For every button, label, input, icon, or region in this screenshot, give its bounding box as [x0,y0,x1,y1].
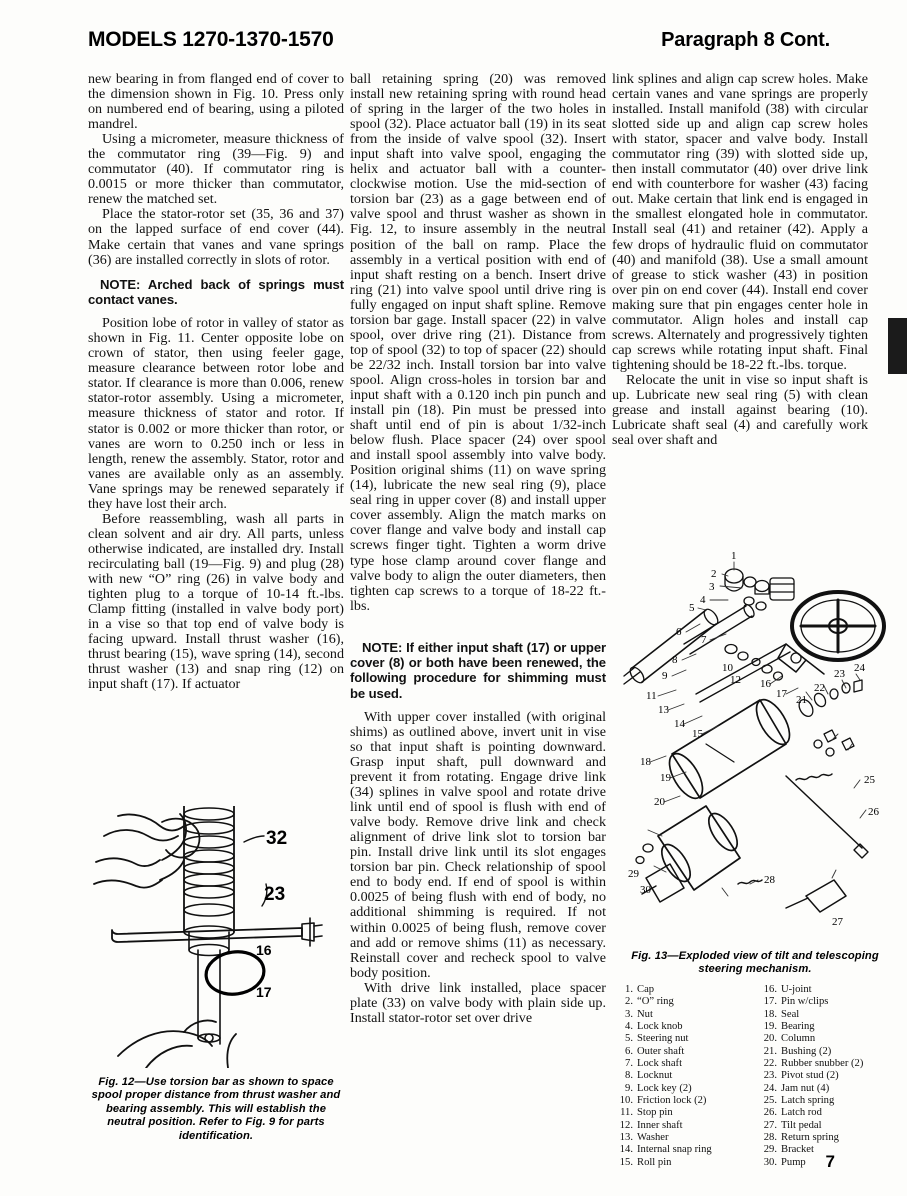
figure-13-callout-13: 13 [658,704,669,716]
legend-item-number: 7. [625,1058,633,1070]
figure-13-callout-25: 25 [864,774,875,786]
legend-item-number: 5. [625,1033,633,1045]
legend-item-number: 21. [763,1045,777,1057]
legend-item-number: 20. [763,1033,777,1045]
legend-item-number: 29. [763,1144,777,1156]
figure-13-callout-1: 1 [731,550,737,562]
figure-13-callout-5: 5 [689,602,695,614]
legend-item [612,996,756,1008]
header-paragraph: Paragraph 8 Cont. [661,29,830,51]
legend-item [612,1095,756,1107]
legend-item [612,1144,756,1156]
paragraph: Place the stator-rotor set (35, 36 and 37) on the lapped surface of end cover (44). Make certain that vanes and vane springs (36) are installed correctly in slots of rotor. [88,206,344,268]
legend-item-label: Seal [781,1008,800,1020]
figure-13-callout-8: 8 [672,654,678,666]
legend-item [612,1021,756,1033]
figure-13-callout-30: 30 [640,884,651,896]
legend-item-number: 23. [763,1070,777,1082]
figure-13-callout-4: 4 [700,594,706,606]
legend-item-number: 18. [763,1008,777,1020]
figure-13-callout-11: 11 [646,690,657,702]
legend-item-label: Pin w/clips [781,996,829,1008]
paragraph: link splines and align cap screw holes. Make certain vanes and vane springs are properly installed. Install manifold (38) with circular slotted side up and align cap screw holes with stator, spacer and valve body. Install commutator ring (39) with slotted side up, then install commutator (40) over drive link end with counterbore for washer (43) facing out. Make certain that link end is engaged in the smallest elongated hole in commutator. Install seal (41) and retainer (42). Apply a few drops of hydraulic fluid on commutator (40) and manifold (38). Use a small amount of grease to stick washer (43) in position over pin on end cover (44). Install end cover making sure that pin engages center hole in commutator. Align holes and install cap screws. Alternately and progressively tighten cap screws while rotating input shaft. Final tightening should be 18-22 ft.-lbs. torque. [612,71,868,373]
legend-item-label: Bushing (2) [781,1045,832,1057]
legend-item [612,1083,756,1095]
legend-item-label: Pump [781,1156,806,1168]
legend-item [756,1058,900,1070]
legend-item-label: Pivot stud (2) [781,1070,839,1082]
legend-item-number: 25. [763,1095,777,1107]
figure-13-callout-10: 10 [722,662,733,674]
legend-item-label: Lock key (2) [637,1082,692,1094]
legend-item-label: Washer [637,1132,669,1144]
legend-item-label: Jam nut (4) [781,1082,830,1094]
legend-item-number: 13. [619,1132,633,1144]
figure-13-callout-19: 19 [660,772,671,784]
paragraph: Position lobe of rotor in valley of stator as shown in Fig. 11. Center opposite lobe on crown of stator, then using feeler gage, measure clearance between rotor lobe and stator. If clearance is more than 0.006, renew stator-rotor assembly. Using a micrometer, measure thickness of stator and rotor. If stator is 0.002 or more thicker than rotor, or vanes are worn to 0.250 inch or less in length, renew the assembly. Stator, rotor and vanes are available only as an assembly. Vane springs may be renewed separately if they have lost their arch. [88,315,344,512]
legend-item-label: Stop pin [637,1107,673,1119]
legend-item-label: Steering nut [637,1033,689,1045]
figure-13-callout-17: 17 [776,688,787,700]
figure-13-callout-18: 18 [640,756,651,768]
figure-13 [610,548,900,977]
figure-13-callout-12: 12 [730,674,741,686]
legend-item [612,1157,756,1169]
paragraph: Relocate the unit in vise so input shaft is up. Lubricate new seal ring (5) with clean grease and install against bearing (10). Lubricate shaft seal (4) and carefully work seal over shaft and [612,371,868,449]
parts-legend-column-left [612,984,756,1169]
legend-item-label: Cap [637,984,655,995]
figure-13-callout-29: 29 [628,868,639,880]
figure-12 [88,806,344,1143]
legend-item [612,1107,756,1119]
legend-item-label: Internal snap ring [637,1144,712,1156]
paragraph: Using a micrometer, measure thickness of the commutator ring (39—Fig. 9) and commutator (40). If commutator ring is 0.0015 or more thicker than commutator, renew the matched set. [88,131,344,208]
legend-item [756,1009,900,1021]
legend-item [612,1058,756,1070]
figure-13-callout-28: 28 [764,874,775,886]
figure-13-illustration [610,548,900,946]
legend-item-number: 8. [625,1070,633,1082]
paragraph: With upper cover installed (with original shims) as outlined above, invert unit in vise so that input shaft is pointing downward. Grasp input shaft, pull downward and prevent it from rotating. Engage drive link (34) splines in valve spool and rotate drive link until end of spool is flush with end of valve body. Remove drive link and check alignment of drive link slot to torsion bar pin. Install drive link until its slot engages torsion bar pin. Check relationship of spool end to body end. If end of spool is within 0.0025 of being flush with end of body, no additional shimming is required. If not within 0.0025 of being flush, remove cover and add or remove shims (11) as necessary. Reinstall cover and recheck spool to valve body position. [350,708,606,981]
legend-item-number: 9. [625,1082,633,1094]
legend-item [612,984,756,996]
figure-13-callout-20: 20 [654,796,665,808]
legend-item-label: Tilt pedal [781,1119,822,1131]
paragraph: new bearing in from flanged end of cover to the dimension shown in Fig. 10. Press only on numbered end of bearing, using a piloted mandrel. [88,71,344,133]
figure-13-callout-22: 22 [814,682,825,694]
text-column-2 [350,72,606,1026]
legend-item-label: Nut [637,1008,653,1020]
legend-item-number: 2. [625,996,633,1008]
page-number: 7 [825,1152,835,1171]
note-block: NOTE: Arched back of springs must contact vanes. [88,276,344,307]
legend-item-label: Roll pin [637,1156,672,1168]
legend-item-label: Lock knob [637,1021,683,1033]
figure-12-callout-17: 17 [256,984,272,1000]
legend-item-label: Inner shaft [637,1119,683,1131]
legend-item-label: Outer shaft [637,1045,685,1057]
legend-item-number: 28. [763,1132,777,1144]
legend-item-label: Return spring [781,1132,839,1144]
legend-item-label: Bracket [781,1144,814,1156]
legend-item-number: 14. [619,1144,633,1156]
legend-item-number: 22. [763,1058,777,1070]
legend-item [756,996,900,1008]
legend-item [756,984,900,996]
figure-13-callout-14: 14 [674,718,685,730]
legend-item-label: Column [781,1033,816,1045]
legend-item-label: Locknut [637,1070,673,1082]
figure-13-callout-26: 26 [868,806,879,818]
legend-item-number: 27. [763,1119,777,1131]
legend-item-number: 11. [620,1107,633,1119]
paragraph: Before reassembling, wash all parts in clean solvent and air dry. All parts, unless otherwise indicated, are installed dry. Install recirculating ball (19—Fig. 9) and plug (28) with new “O” ring (26) in valve body and tighten plug to a torque of 10-14 ft.-lbs. Clamp fitting (installed in valve body port) in a vise so that top end of valve body is facing upward. Install thrust washer (16), thrust bearing (15), wave spring (14), second thrust washer (13) and snap ring (12) on input shaft (17). If actuator [88,510,344,693]
paragraph: With drive link installed, place spacer plate (33) on valve body with plain side up. Install stator-rotor set over drive [350,979,606,1026]
legend-item-label: Rubber snubber (2) [781,1058,864,1070]
legend-item-number: 10. [619,1095,633,1107]
note-block: NOTE: If either input shaft (17) or upper cover (8) or both have been renewed, the following procedure for shimming must be used. [350,639,606,701]
legend-item [612,1046,756,1058]
legend-item-number: 24. [763,1082,777,1094]
legend-item-label: Friction lock (2) [637,1095,707,1107]
figure-12-callout-23: 23 [264,884,286,905]
legend-item-number: 26. [763,1107,777,1119]
legend-item [756,1033,900,1045]
parts-legend [612,984,900,1169]
figure-13-callout-24: 24 [854,662,865,674]
legend-item [612,1033,756,1045]
legend-item-number: 12. [619,1119,633,1131]
figure-13-callout-27: 27 [832,916,843,928]
legend-item [612,1132,756,1144]
legend-item-number: 17. [763,996,777,1008]
legend-item-label: Lock shaft [637,1058,683,1070]
text-column-1 [88,72,344,692]
figure-12-caption: Fig. 12—Use torsion bar as shown to space spool proper distance from thrust washer and bearing assembly. This will establish the neutral position. Refer to Fig. 9 for parts identification. [91,1076,341,1142]
figure-12-callout-16: 16 [256,942,272,958]
legend-item-label: “O” ring [637,996,674,1008]
figure-13-callout-3: 3 [709,581,715,593]
legend-item [612,1009,756,1021]
legend-item-number: 15. [619,1156,633,1168]
figure-13-callout-9: 9 [662,670,668,682]
legend-item-number: 3. [625,1008,633,1020]
figure-13-callout-23: 23 [834,668,845,680]
paragraph: ball retaining spring (20) was removed install new retaining spring with round head of spring in the larger of the two holes in spool (32). Place actuator ball (19) in its seat from the inside of valve spool (32). Insert input shaft into valve spool, engaging the helix and actuator ball with a counter-clockwise motion. Use the mid-section of torsion bar (23) as a gage between end of valve spool and thrust washer as shown in Fig. 12, to insure assembly in the neutral position of the ball on ramp. Place the assembly in a vertical position with end of input shaft resting on a bench. Insert drive ring (21) into valve spool until drive ring is fully engaged on input shaft spline. Remove torsion bar gage. Install spacer (22) in valve spool, over drive ring (21). Distance from top of spool (32) to top of spacer (22) should be 22/32 inch. Install torsion bar into valve spool. Align cross-holes in torsion bar and input shaft with a 0.120 inch pin punch and install pin (18). Pin must be pressed into shaft until end of pin is about 1/32-inch below flush. Place spacer (24) over spool and install spool assembly into valve body. Position original shims (11) on wave spring (14), lubricate the new seal ring (9), place seal ring in upper cover (8) and install upper cover assembly. Align the match marks on cover flange and valve body and install cap screws finger tight. Tighten a worm drive type hose clamp around cover flange and valve body to align the outer diameters, then tighten cap screws to a torque of 18-22 ft.-lbs. [350,71,606,614]
figure-13-callout-7: 7 [701,634,707,646]
legend-item-number: 16. [763,984,777,995]
figure-12-callout-32: 32 [266,828,288,849]
header-models: MODELS 1270-1370-1570 [88,28,334,51]
legend-item-number: 4. [625,1021,633,1033]
legend-item [612,1120,756,1132]
legend-item-number: 6. [625,1045,633,1057]
figure-13-callout-6: 6 [676,626,682,638]
legend-item-label: Latch spring [781,1095,835,1107]
edge-thumb-tab [888,318,907,374]
figure-12-illustration [88,806,344,1068]
figure-13-caption: Fig. 13—Exploded view of tilt and telescoping steering mechanism. [631,950,879,976]
legend-item-label: Latch rod [781,1107,822,1119]
legend-item-label: Bearing [781,1021,815,1033]
legend-item-label: U-joint [781,984,812,995]
figure-13-callout-21: 21 [796,694,807,706]
legend-item [756,1132,900,1144]
legend-item-number: 19. [763,1021,777,1033]
legend-item [756,1083,900,1095]
legend-item [756,1070,900,1082]
parts-legend-column-right [756,984,900,1169]
legend-item [756,1120,900,1132]
figure-13-callout-16: 16 [760,678,771,690]
figure-13-callout-15: 15 [692,728,703,740]
figure-13-callout-2: 2 [711,568,717,580]
legend-item [612,1070,756,1082]
page-header [88,28,830,58]
legend-item-number: 30. [763,1156,777,1168]
legend-item [756,1107,900,1119]
legend-item [756,1021,900,1033]
legend-item-number: 1. [625,984,633,995]
text-column-3 [612,72,868,448]
legend-item [756,1095,900,1107]
legend-item [756,1046,900,1058]
